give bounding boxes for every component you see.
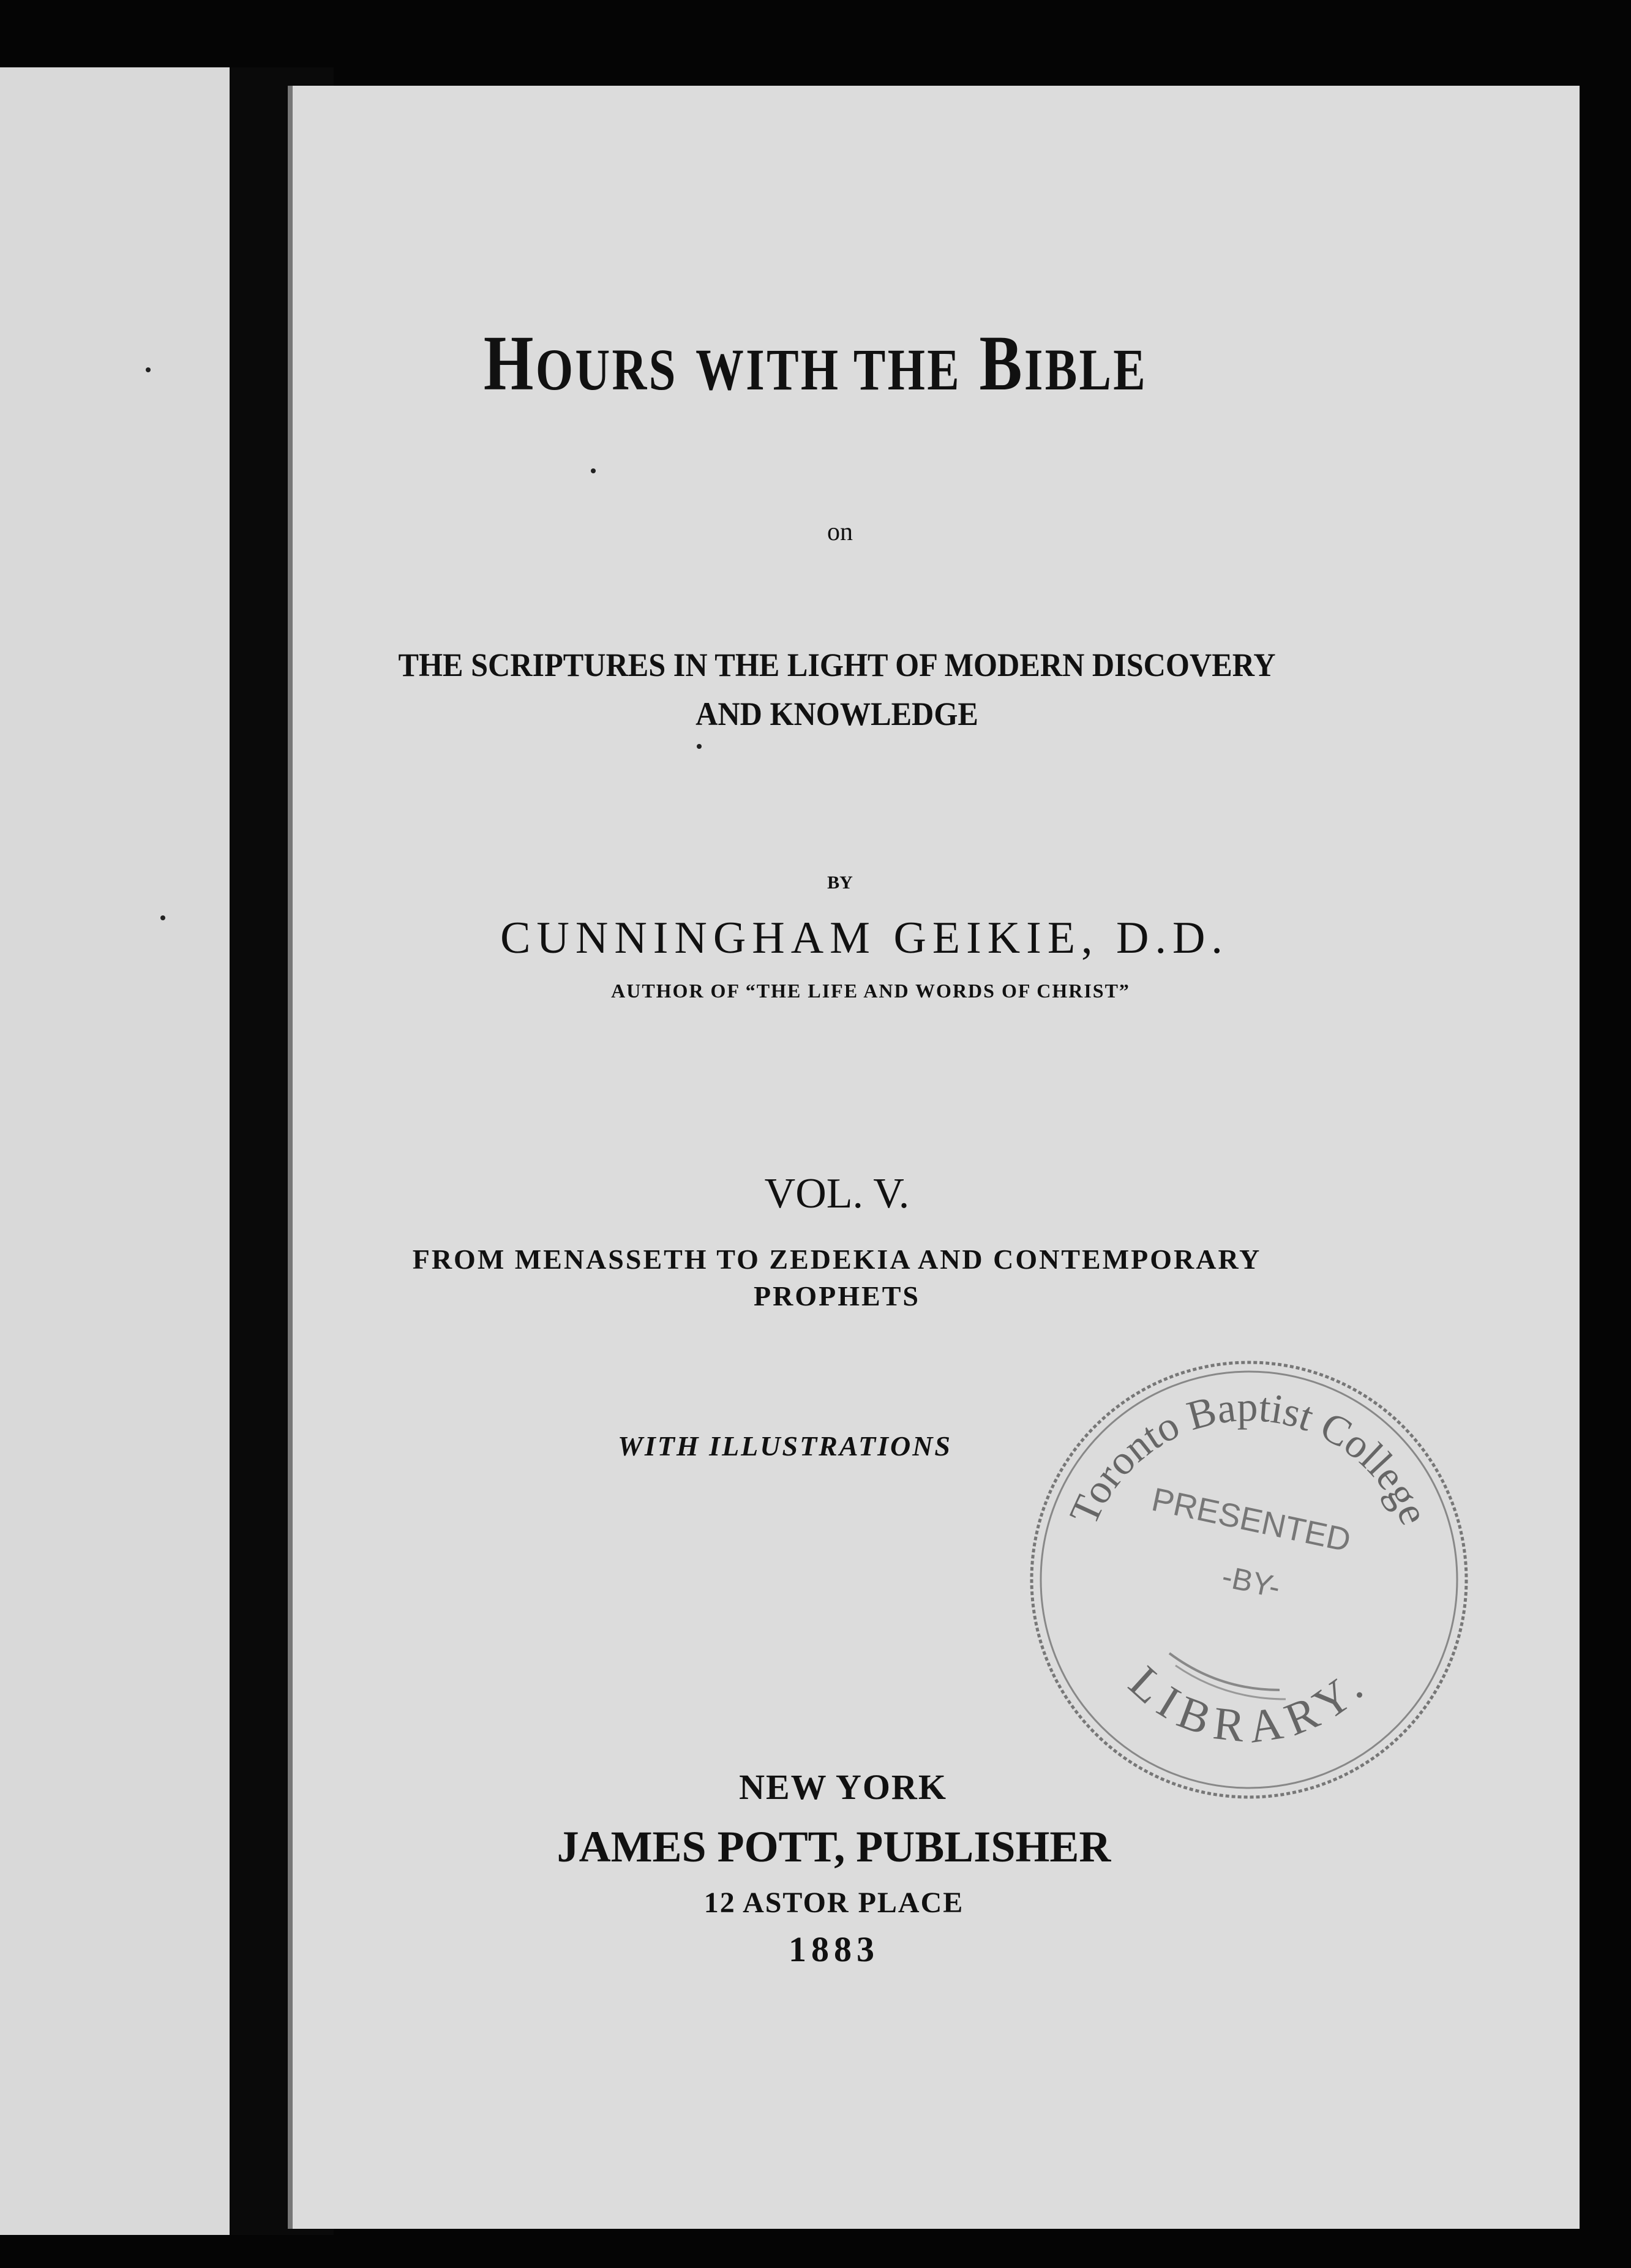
byline-label: BY <box>827 873 853 893</box>
publication-year: 1883 <box>789 1929 879 1969</box>
author-name: CUNNINGHAM GEIKIE, D.D. <box>500 913 1229 963</box>
title-initial-b: B <box>979 320 1024 407</box>
volume-subtitle-line-1: FROM MENASSETH TO ZEDEKIA AND CONTEMPORARY <box>412 1244 1262 1275</box>
title-connector-on: on <box>827 518 853 546</box>
scan-speck <box>697 744 702 749</box>
illustrations-note: WITH ILLUSTRATIONS <box>617 1430 953 1462</box>
subtitle-line-1: THE SCRIPTURES IN THE LIGHT OF MODERN DISCOVERY <box>398 647 1276 683</box>
publisher-address: 12 ASTOR PLACE <box>703 1887 964 1919</box>
volume-number: VOL. V. <box>764 1170 910 1217</box>
title-initial-h: H <box>483 320 536 407</box>
subtitle-line-2: AND KNOWLEDGE <box>696 696 978 732</box>
author-credentials: AUTHOR OF “THE LIFE AND WORDS OF CHRIST” <box>611 980 1130 1002</box>
scan-speck <box>146 367 151 372</box>
scan-speck <box>591 468 596 473</box>
title-word-with-the: WITH THE <box>696 337 962 402</box>
stamp-presented: PRESENTED <box>1149 1481 1354 1560</box>
stamp-institution: Toronto Baptist College <box>1060 1383 1438 1531</box>
stamp-library: LIBRARY. <box>1119 1656 1379 1753</box>
scan-speck <box>160 915 165 920</box>
book-title <box>147 318 1484 408</box>
volume-subtitle-line-2: PROPHETS <box>754 1280 920 1312</box>
publication-place: NEW YORK <box>739 1767 947 1807</box>
title-word-bible: IBLE <box>1024 337 1148 402</box>
stamp-by: -BY- <box>1219 1559 1284 1605</box>
publisher-name: JAMES POTT, PUBLISHER <box>557 1822 1111 1871</box>
title-word-hours: OURS <box>535 337 678 402</box>
library-stamp <box>1016 1347 1482 1812</box>
